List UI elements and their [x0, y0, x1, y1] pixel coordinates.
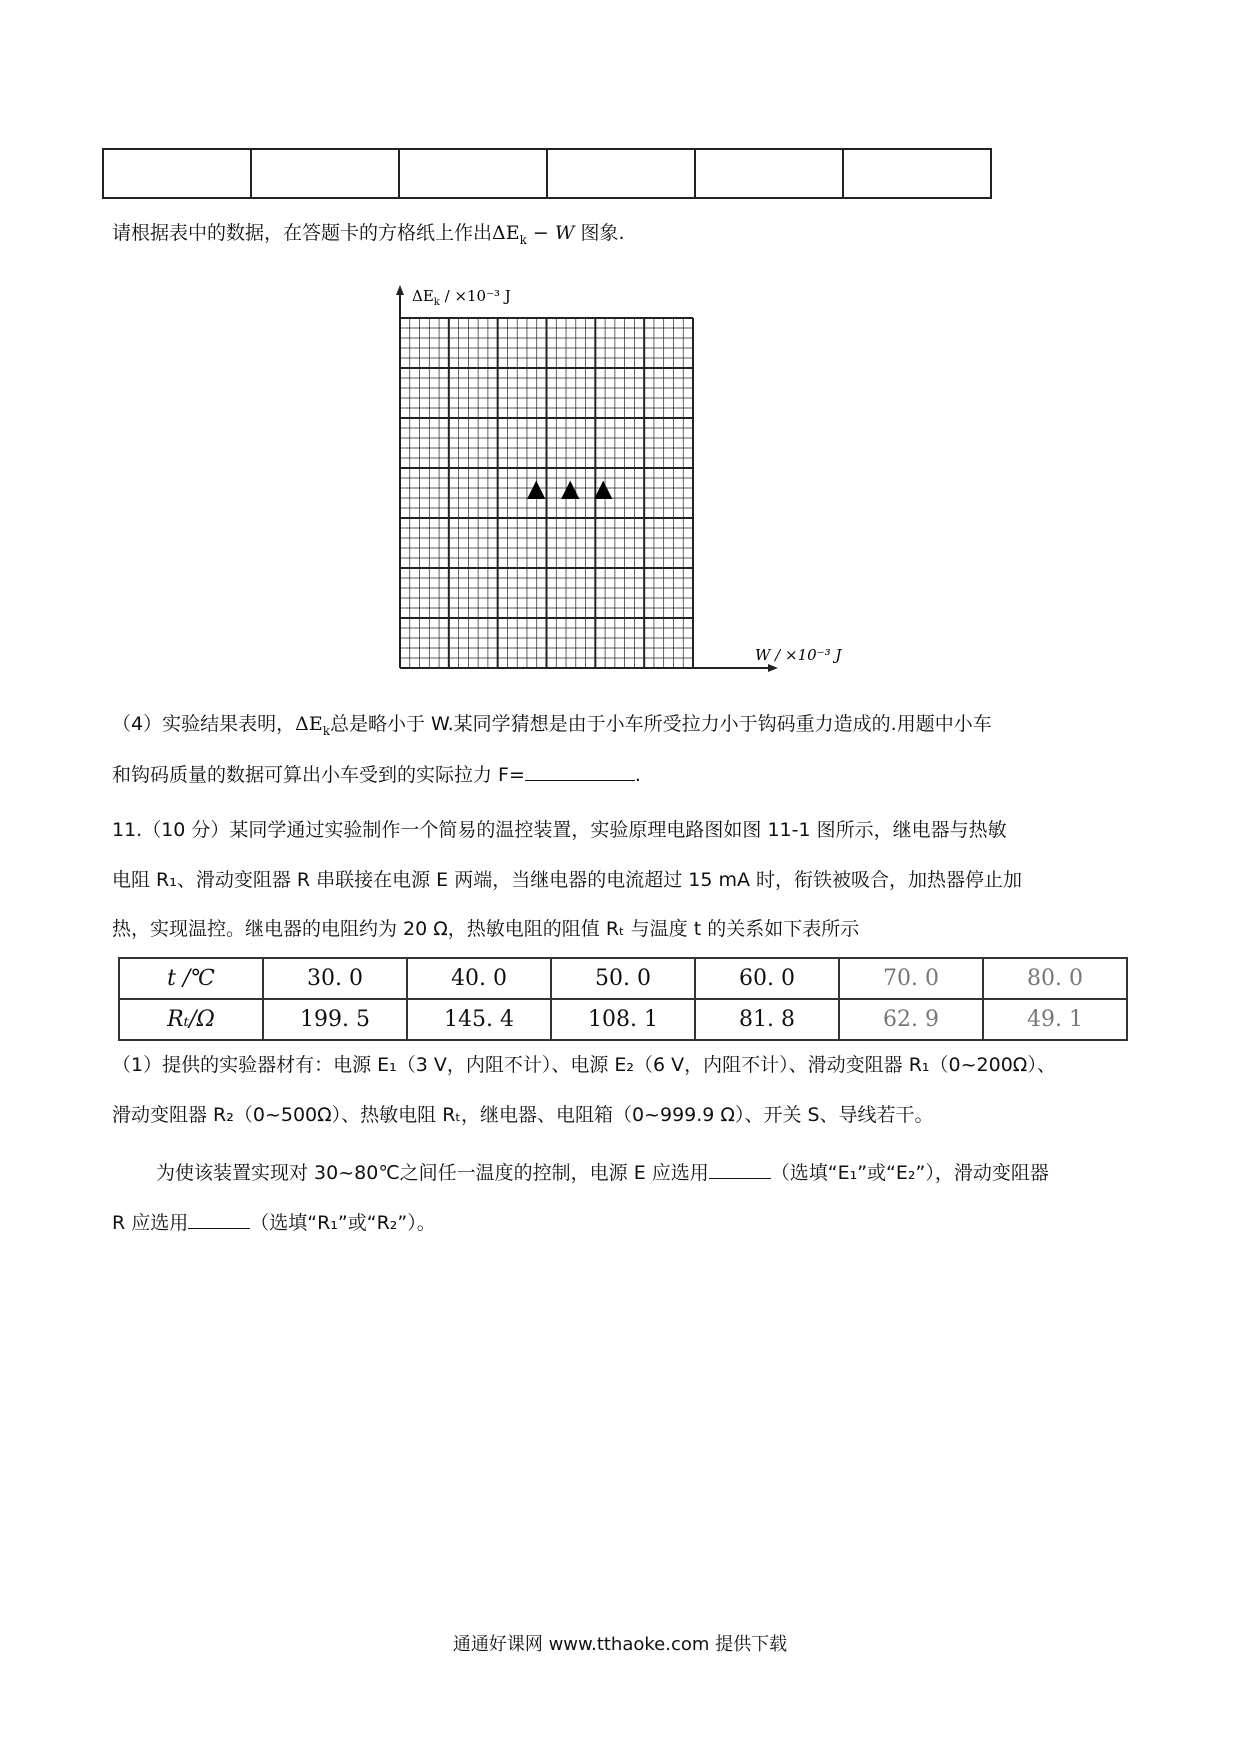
table-cell — [103, 149, 251, 198]
table-cell: 70. 0 — [839, 958, 983, 999]
answer-blank-power[interactable] — [709, 1158, 771, 1179]
table-cell: 49. 1 — [983, 999, 1127, 1040]
instruction-suffix: 图象. — [574, 222, 625, 244]
sub1-line-1: （1）提供的实验器材有：电源 E₁（3 V，内阻不计）、电源 E₂（6 V，内阻不计）、滑动变阻器 R₁（0~200Ω）、 — [112, 1054, 1056, 1076]
table-cell: 30. 0 — [263, 958, 407, 999]
table-cell: 60. 0 — [695, 958, 839, 999]
table-row — [119, 958, 1127, 999]
table-cell: 50. 0 — [551, 958, 695, 999]
y-axis-arrow-icon — [396, 285, 404, 295]
sub1-line-3: 为使该装置实现对 30~80℃之间任一温度的控制，电源 E 应选用 （选填“E₁”或“E₂”），滑动变阻器 — [156, 1158, 1049, 1187]
instruction-prefix: 请根据表中的数据，在答题卡的方格纸上作出 — [112, 222, 493, 244]
table-cell — [251, 149, 399, 198]
table-cell: 145. 4 — [407, 999, 551, 1040]
table-cell: 40. 0 — [407, 958, 551, 999]
table-cell: 80. 0 — [983, 958, 1127, 999]
table-cell — [547, 149, 695, 198]
triangle-marker-icon: ▲ — [527, 474, 546, 502]
table-cell — [695, 149, 843, 198]
table-cell: 62. 9 — [839, 999, 983, 1040]
table-cell — [399, 149, 547, 198]
triangle-marker-icon: ▲ — [594, 474, 613, 502]
q11-line-3: 热，实现温控。继电器的电阻约为 20 Ω，热敏电阻的阻值 Rₜ 与温度 t 的关系如下表所示 — [112, 918, 860, 940]
q11-line-2: 电阻 R₁、滑动变阻器 R 串联接在电源 E 两端，当继电器的电流超过 15 mA 时，衔铁被吸合，加热器停止加 — [112, 869, 1023, 891]
table-row — [119, 999, 1127, 1040]
q4-line-1: （4）实验结果表明，$\Delta E_k$总是略小于 W.某同学猜想是由于小车所受拉力小于钩码重力造成的.用题中小车 — [112, 713, 992, 738]
q11-line-1: 11.（10 分）某同学通过实验制作一个简易的温控装置，实验原理电路图如图 11-1 图所示，继电器与热敏 — [112, 819, 1007, 841]
graph-instruction — [112, 219, 625, 254]
sub1-line-2: 滑动变阻器 R₂（0~500Ω）、热敏电阻 Rₜ，继电器、电阻箱（0~999.9 Ω）、开关 S、导线若干。 — [112, 1104, 934, 1126]
instruction-formula: $\Delta E_k - W$ — [492, 222, 575, 247]
triangle-marker-icon: ▲ — [561, 474, 580, 502]
table-cell: 199. 5 — [263, 999, 407, 1040]
table-cell: 81. 8 — [695, 999, 839, 1040]
answer-blank-rheostat[interactable] — [188, 1208, 250, 1229]
grid-graph — [380, 283, 860, 683]
table-cell: 108. 1 — [551, 999, 695, 1040]
temperature-resistance-table — [118, 957, 1128, 1041]
x-axis-label: W / ×10⁻³ J — [755, 646, 842, 664]
y-axis-label: $\Delta E_k / \times 10^{-3}$ J — [412, 287, 511, 308]
table-header-cell: t /℃ — [119, 958, 263, 999]
sub1-line-4: R 应选用 （选填“R₁”或“R₂”）。 — [112, 1208, 436, 1237]
table-cell — [843, 149, 991, 198]
page-footer: 通通好课网 www.tthaoke.com 提供下载 — [452, 1634, 788, 1655]
q4-line-2: 和钩码质量的数据可算出小车受到的实际拉力 F= . — [112, 760, 641, 789]
empty-data-table — [102, 148, 992, 199]
table-header-cell: Rₜ/Ω — [119, 999, 263, 1040]
answer-blank[interactable] — [525, 760, 635, 781]
x-axis-arrow-icon — [768, 664, 778, 672]
